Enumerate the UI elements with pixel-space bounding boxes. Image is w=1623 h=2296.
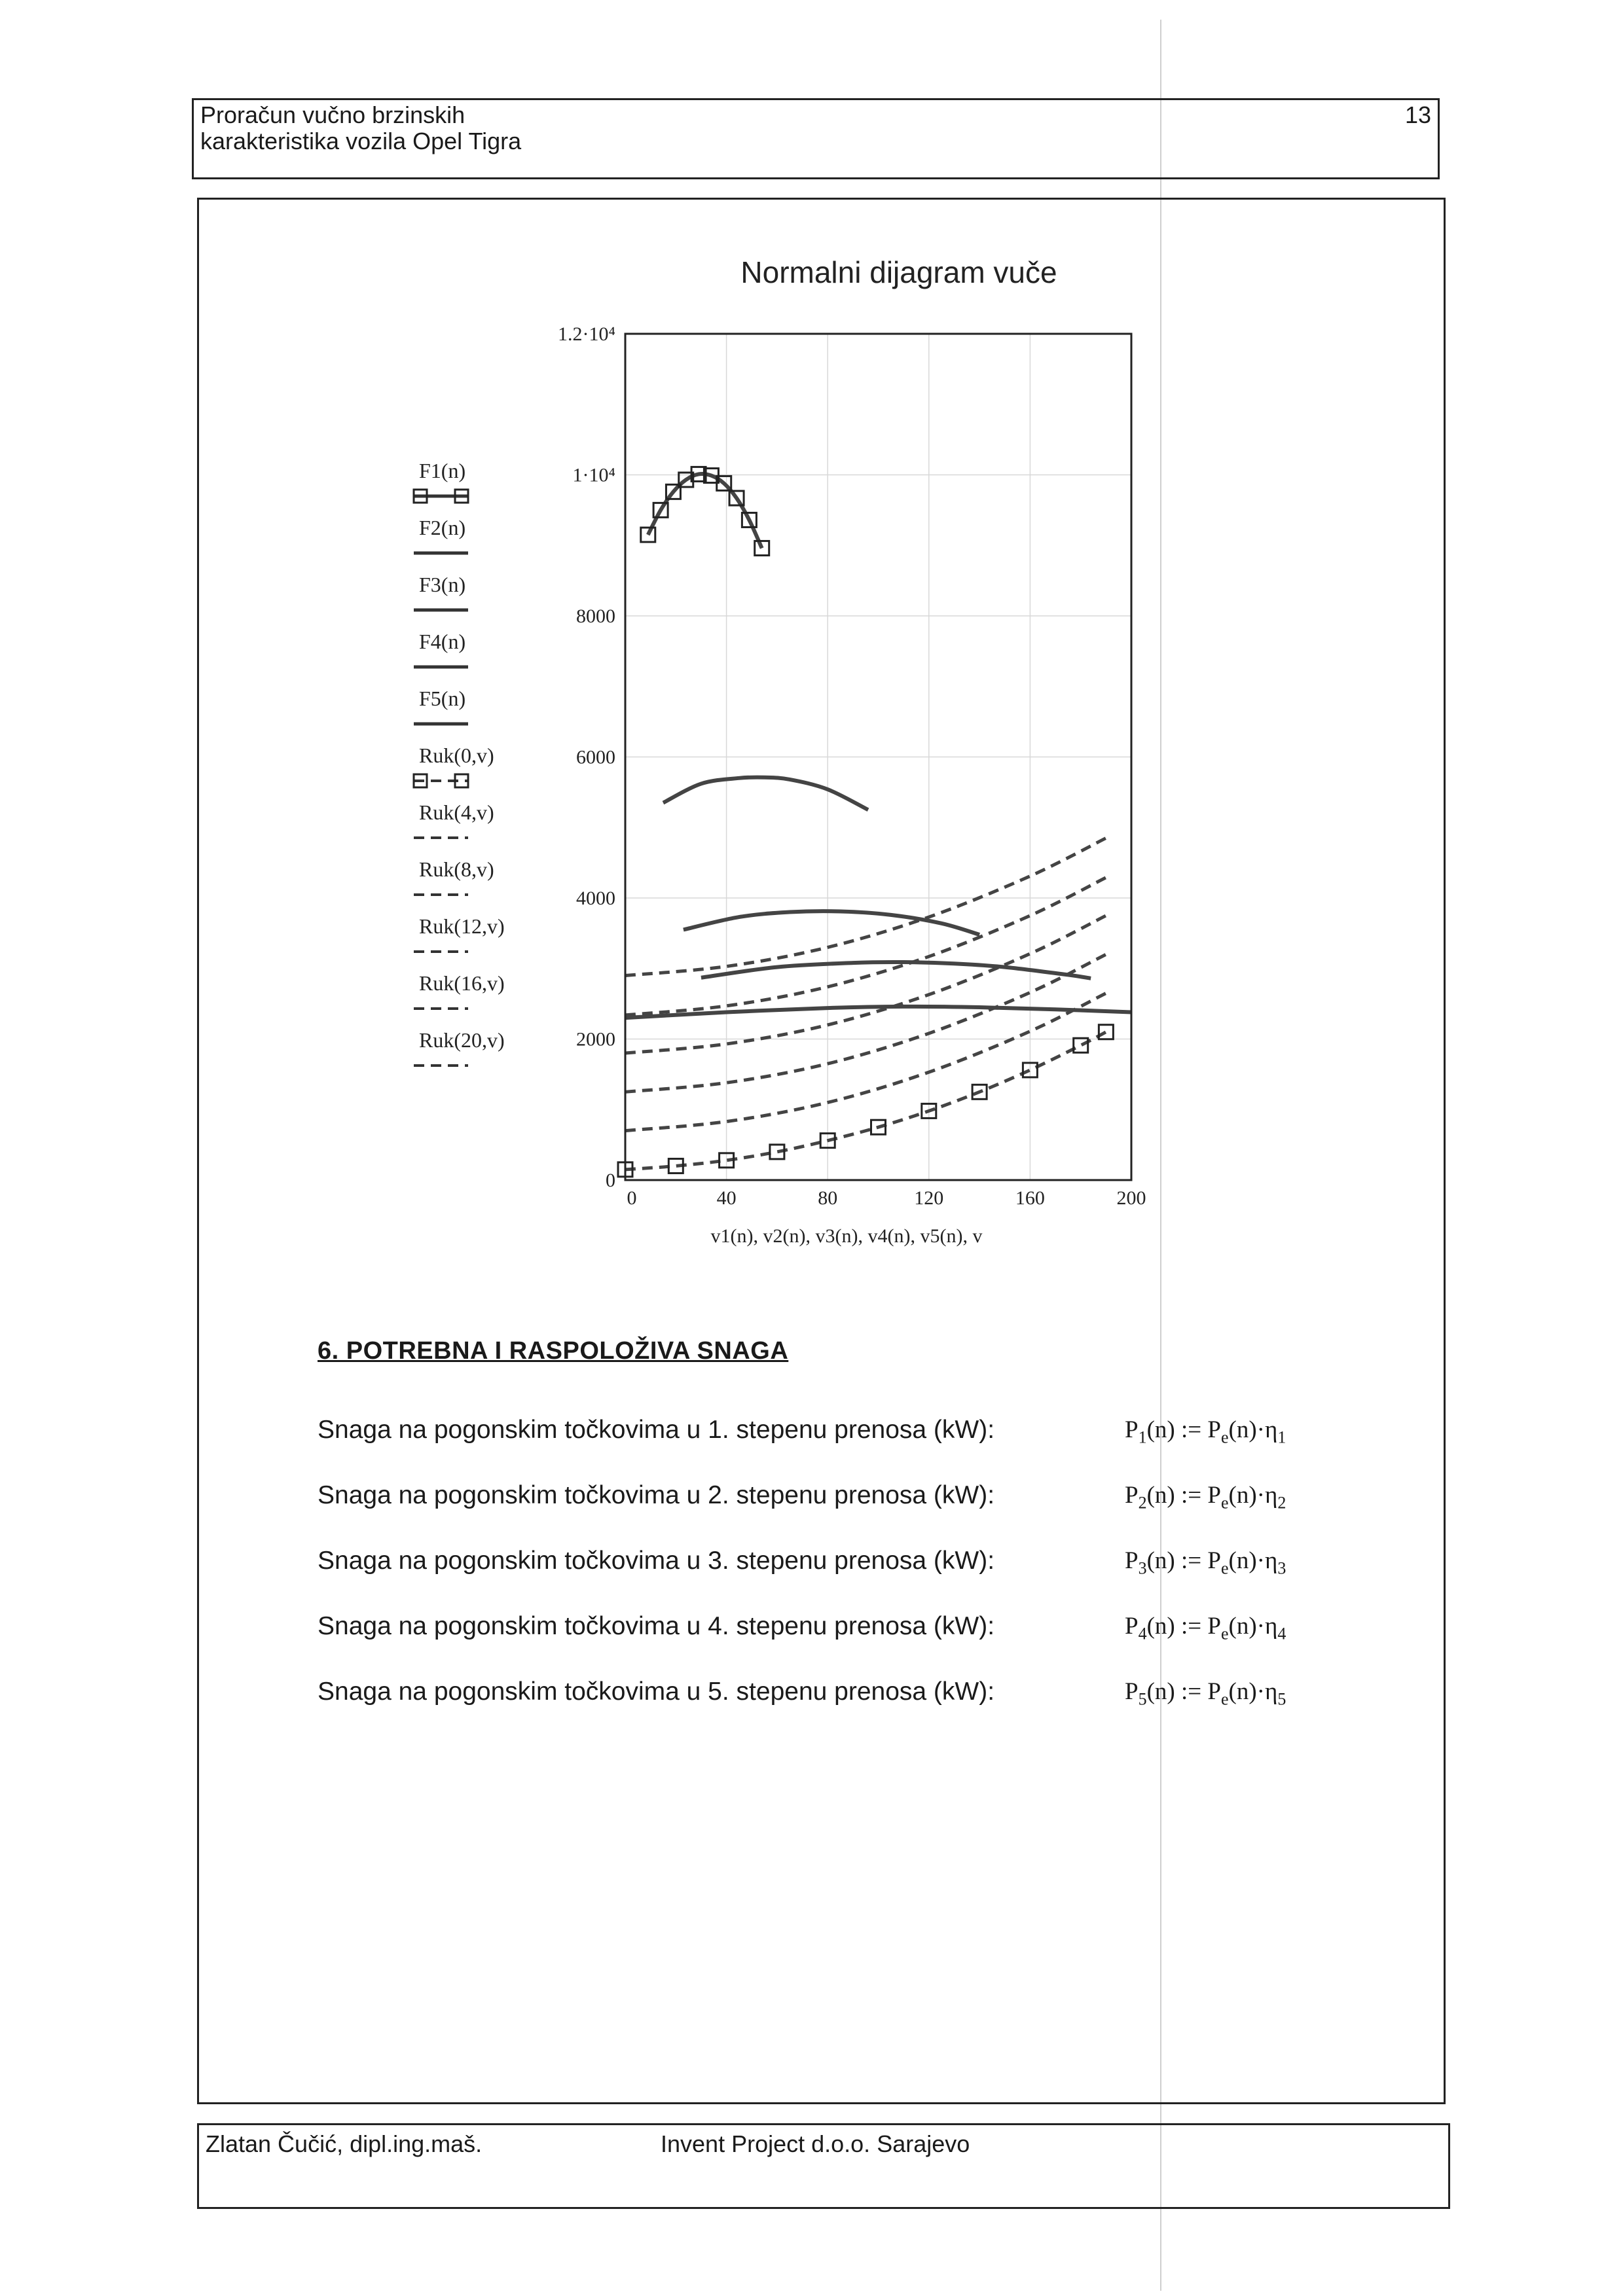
series-ruk-8-v- (625, 954, 1106, 1092)
series-line (663, 778, 868, 810)
x-axis-label: v1(n), v2(n), v3(n), v4(n), v5(n), v (710, 1225, 983, 1247)
legend-item (414, 971, 505, 1009)
power-row-formula (1125, 1677, 1286, 1709)
legend-item (414, 857, 494, 895)
formula-idx: 2 (1138, 1493, 1147, 1513)
series-ruk-0-v- (618, 1025, 1113, 1177)
data-point-marker (1099, 1025, 1113, 1039)
legend-label: Ruk(0,v) (419, 744, 494, 767)
chart-legend (414, 459, 505, 1066)
x-tick-label: 40 (716, 1187, 737, 1209)
formula-mid: (n) := P (1146, 1547, 1221, 1574)
y-tick-label: 4000 (576, 888, 615, 909)
formula-idx: 5 (1138, 1689, 1147, 1709)
formula-lhs: P (1125, 1416, 1139, 1443)
legend-label: F1(n) (419, 459, 466, 482)
power-row-formula (1125, 1612, 1286, 1643)
formula-e: e (1220, 1558, 1229, 1578)
power-row-formula (1125, 1481, 1286, 1513)
y-tick-label: 2000 (576, 1028, 615, 1050)
series-f4-n- (701, 962, 1091, 978)
formula-idx: 1 (1138, 1427, 1147, 1447)
y-tick-label: 8000 (576, 605, 615, 627)
formula-mid: (n) := P (1146, 1678, 1221, 1705)
formula-eta: 5 (1277, 1689, 1286, 1709)
section-title: 6. POTREBNA I RASPOLOŽIVA SNAGA (318, 1337, 789, 1365)
legend-label: F3(n) (419, 573, 466, 596)
formula-rhs: (n)·η (1228, 1678, 1278, 1705)
legend-label: Ruk(4,v) (419, 800, 494, 824)
x-tick-label: 0 (627, 1187, 637, 1209)
legend-label: Ruk(20,v) (419, 1028, 505, 1052)
power-row-formula (1125, 1547, 1286, 1578)
series-f2-n- (663, 778, 868, 810)
formula-idx: 3 (1138, 1558, 1147, 1578)
formula-rhs: (n)·η (1228, 1482, 1278, 1509)
power-row-formula (1125, 1416, 1286, 1447)
formula-mid: (n) := P (1146, 1416, 1221, 1443)
x-tick-label: 160 (1015, 1187, 1045, 1209)
series-ruk-20-v- (625, 838, 1106, 975)
series-line (684, 911, 979, 935)
formula-eta: 1 (1277, 1427, 1286, 1447)
legend-item (414, 630, 468, 667)
chart-grid (625, 334, 1131, 1180)
series-f3-n- (684, 911, 979, 935)
chart-title: Normalni dijagram vuče (740, 255, 1057, 289)
formula-rhs: (n)·η (1228, 1547, 1278, 1574)
formula-mid: (n) := P (1146, 1482, 1221, 1509)
legend-item (414, 744, 494, 787)
header-title-line2: karakteristika vozila Opel Tigra (200, 128, 522, 154)
y-tick-label: 1·10⁴ (572, 464, 615, 486)
formula-lhs: P (1125, 1482, 1139, 1509)
formula-e: e (1220, 1493, 1229, 1513)
x-tick-label: 120 (914, 1187, 944, 1209)
legend-item (414, 1028, 505, 1066)
legend-item (414, 459, 468, 503)
power-row-label: Snaga na pogonskim točkovima u 5. stepenu prenosa (kW): (318, 1677, 995, 1706)
legend-label: Ruk(8,v) (419, 857, 494, 881)
formula-rhs: (n)·η (1228, 1416, 1278, 1443)
power-row-label: Snaga na pogonskim točkovima u 3. stepenu prenosa (kW): (318, 1547, 995, 1575)
footer-author: Zlatan Čučić, dipl.ing.maš. (206, 2130, 483, 2157)
data-point-marker (1074, 1038, 1088, 1052)
power-row-label: Snaga na pogonskim točkovima u 1. stepenu prenosa (kW): (318, 1416, 995, 1444)
y-tick-label: 6000 (576, 746, 615, 768)
series-line (648, 474, 762, 548)
formula-lhs: P (1125, 1613, 1139, 1640)
series-line (625, 838, 1106, 975)
legend-label: F4(n) (419, 630, 466, 653)
power-row-label: Snaga na pogonskim točkovima u 4. stepenu prenosa (kW): (318, 1612, 995, 1640)
legend-item (414, 914, 505, 952)
series-line (625, 954, 1106, 1092)
formula-lhs: P (1125, 1547, 1139, 1574)
series-f1-n- (641, 467, 769, 555)
formula-idx: 4 (1138, 1624, 1147, 1643)
legend-item (414, 516, 468, 553)
power-row-label: Snaga na pogonskim točkovima u 2. stepenu prenosa (kW): (318, 1481, 995, 1509)
footer-company: Invent Project d.o.o. Sarajevo (661, 2130, 970, 2157)
header-title-line1: Proračun vučno brzinskih (200, 101, 465, 128)
formula-e: e (1220, 1427, 1229, 1447)
formula-rhs: (n)·η (1228, 1613, 1278, 1640)
legend-item (414, 800, 494, 838)
page-number: 13 (1404, 101, 1431, 128)
x-tick-label: 80 (818, 1187, 838, 1209)
chart-series (618, 467, 1131, 1176)
legend-label: Ruk(12,v) (419, 914, 505, 938)
formula-eta: 2 (1277, 1493, 1286, 1513)
legend-label: F2(n) (419, 516, 466, 539)
formula-eta: 4 (1277, 1624, 1286, 1643)
y-tick-label: 0 (606, 1170, 615, 1191)
formula-eta: 3 (1277, 1558, 1286, 1578)
x-tick-label: 200 (1116, 1187, 1146, 1209)
y-tick-label: 1.2·10⁴ (558, 323, 615, 345)
formula-e: e (1220, 1624, 1229, 1643)
formula-e: e (1220, 1689, 1229, 1709)
x-axis-ticks (627, 1187, 1146, 1209)
legend-item (414, 573, 468, 610)
y-axis-ticks (558, 323, 615, 1191)
legend-label: F5(n) (419, 687, 466, 710)
formula-mid: (n) := P (1146, 1613, 1221, 1640)
legend-item (414, 687, 468, 724)
page-footer (197, 2123, 1450, 2209)
series-line (701, 962, 1091, 978)
legend-label: Ruk(16,v) (419, 971, 505, 995)
formula-lhs: P (1125, 1678, 1139, 1705)
